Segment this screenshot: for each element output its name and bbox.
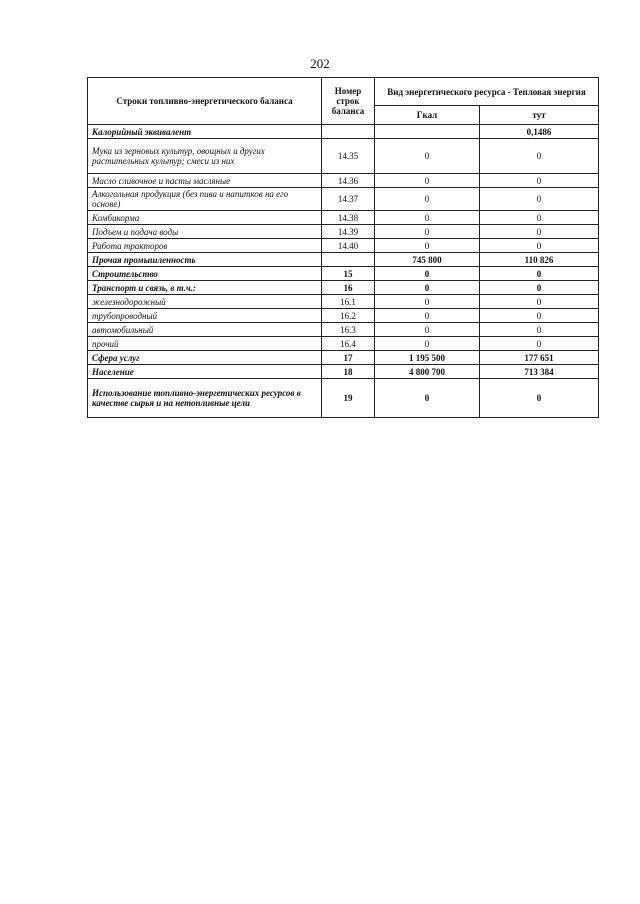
row-name: Масло сливочное и пасты масляные <box>88 174 322 188</box>
row-value-tut: 0 <box>480 281 599 295</box>
row-name: Транспорт и связь, в т.ч.: <box>88 281 322 295</box>
row-value-gcal: 0 <box>375 188 480 211</box>
row-number: 14.37 <box>322 188 375 211</box>
row-number: 16.4 <box>322 337 375 351</box>
row-name: Использование топливно-энергетических ресурсов в качестве сырья и на нетопливные цели <box>88 379 322 418</box>
row-value-tut: 0 <box>480 379 599 418</box>
row-number: 17 <box>322 351 375 365</box>
row-value-gcal: 4 800 700 <box>375 365 480 379</box>
row-value-gcal: 745 800 <box>375 253 480 267</box>
page-number: 202 <box>310 56 330 71</box>
table-row <box>88 253 599 267</box>
row-value-tut: 0 <box>480 337 599 351</box>
row-value-tut: 177 651 <box>480 351 599 365</box>
table-row <box>88 337 599 351</box>
row-number: 16 <box>322 281 375 295</box>
table-row <box>88 139 599 174</box>
row-value-gcal: 0 <box>375 267 480 281</box>
row-value-tut: 0 <box>480 174 599 188</box>
row-value-gcal: 0 <box>375 174 480 188</box>
table-row <box>88 211 599 225</box>
row-name: Работа тракторов <box>88 239 322 253</box>
calorific-gcal <box>375 125 480 139</box>
row-value-gcal: 0 <box>375 211 480 225</box>
table-row <box>88 295 599 309</box>
row-value-gcal: 0 <box>375 337 480 351</box>
table-row <box>88 323 599 337</box>
row-name: Строительство <box>88 267 322 281</box>
row-value-gcal: 0 <box>375 239 480 253</box>
table-row <box>88 239 599 253</box>
row-value-gcal: 0 <box>375 309 480 323</box>
table-row <box>88 379 599 418</box>
row-name: Комбикорма <box>88 211 322 225</box>
calorific-label: Калорийный эквивалент <box>88 125 322 139</box>
table-row <box>88 281 599 295</box>
row-number: 15 <box>322 267 375 281</box>
row-value-tut: 0 <box>480 211 599 225</box>
row-number: 14.39 <box>322 225 375 239</box>
row-number: 14.40 <box>322 239 375 253</box>
row-name: Сфера услуг <box>88 351 322 365</box>
row-value-tut: 0 <box>480 295 599 309</box>
row-number: 19 <box>322 379 375 418</box>
row-value-gcal: 0 <box>375 139 480 174</box>
row-value-tut: 0 <box>480 188 599 211</box>
table-row <box>88 225 599 239</box>
table-row <box>88 309 599 323</box>
row-value-tut: 0 <box>480 267 599 281</box>
table-row <box>88 174 599 188</box>
row-value-gcal: 0 <box>375 323 480 337</box>
row-name: трубопроводный <box>88 309 322 323</box>
row-number <box>322 253 375 267</box>
row-name: Население <box>88 365 322 379</box>
calorific-value: 0,1486 <box>480 125 599 139</box>
calorific-num <box>322 125 375 139</box>
row-value-tut: 713 384 <box>480 365 599 379</box>
row-number: 18 <box>322 365 375 379</box>
row-number: 14.36 <box>322 174 375 188</box>
row-name: прочий <box>88 337 322 351</box>
row-name: железнодорожный <box>88 295 322 309</box>
row-value-gcal: 0 <box>375 295 480 309</box>
row-value-gcal: 0 <box>375 379 480 418</box>
row-number: 16.3 <box>322 323 375 337</box>
row-number: 14.35 <box>322 139 375 174</box>
row-value-tut: 0 <box>480 225 599 239</box>
row-name: Прочая промышленность <box>88 253 322 267</box>
row-name: Подъем и подача воды <box>88 225 322 239</box>
fuel-energy-balance-table <box>87 77 599 418</box>
row-name: автомобильный <box>88 323 322 337</box>
row-name: Алкогольная продукция (без пива и напитков на его основе) <box>88 188 322 211</box>
row-number: 16.1 <box>322 295 375 309</box>
table-row <box>88 188 599 211</box>
row-value-gcal: 1 195 500 <box>375 351 480 365</box>
row-value-gcal: 0 <box>375 225 480 239</box>
header-unit-tut: тут <box>480 106 599 125</box>
calorific-equivalent-row <box>88 125 599 139</box>
row-value-tut: 110 826 <box>480 253 599 267</box>
row-value-tut: 0 <box>480 309 599 323</box>
header-unit-gcal: Гкал <box>375 106 480 125</box>
header-resource-column: Вид энергетического ресурса - Тепловая энергия <box>375 78 599 106</box>
header-name-column: Строки топливно-энергетического баланса <box>88 78 322 125</box>
row-number: 14.38 <box>322 211 375 225</box>
row-name: Мука из зерновых культур, овощных и других растительных культур; смеси из них <box>88 139 322 174</box>
row-value-tut: 0 <box>480 139 599 174</box>
table-row <box>88 351 599 365</box>
row-number: 16.2 <box>322 309 375 323</box>
table-row <box>88 365 599 379</box>
table-row <box>88 267 599 281</box>
row-value-tut: 0 <box>480 239 599 253</box>
header-number-column: Номер строк баланса <box>322 78 375 125</box>
row-value-tut: 0 <box>480 323 599 337</box>
row-value-gcal: 0 <box>375 281 480 295</box>
